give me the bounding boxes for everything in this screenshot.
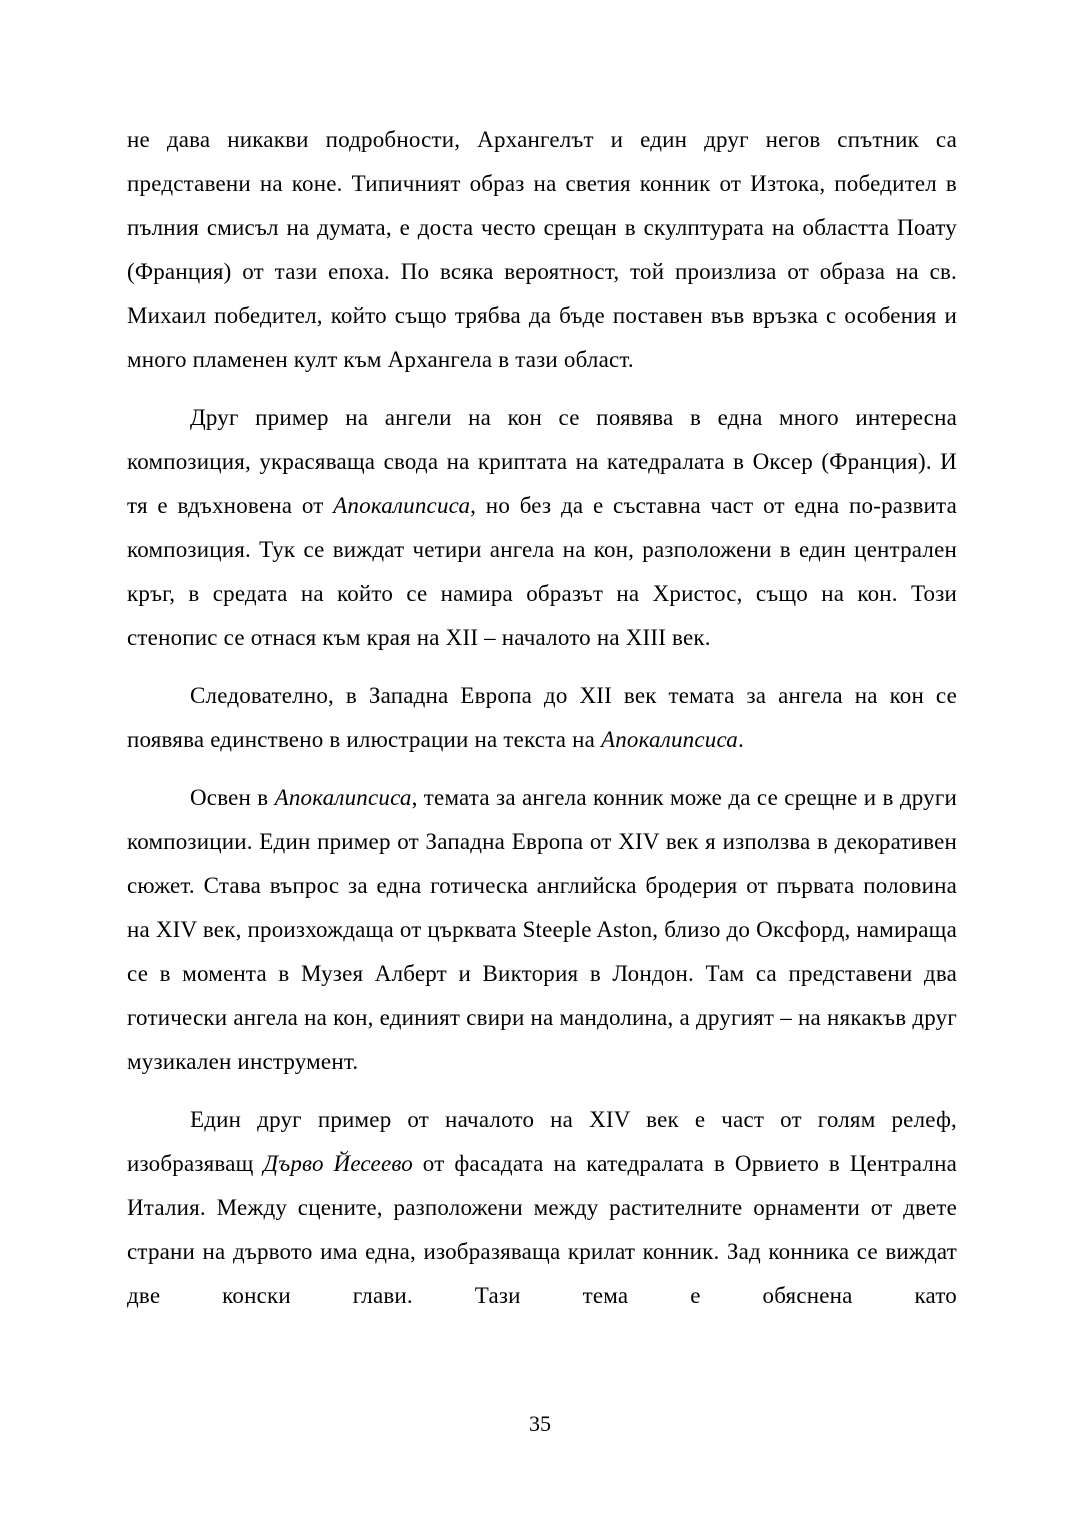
- text-run: от фасадата на катедралата в Орвието в Централна Италия. Между сцените, разположени между растителните орнаменти от двете страни на дървото има една, изобразяваща крилат конник. Зад конника се виждат две конски глави. Тази тема е обяснена като: [127, 1151, 957, 1308]
- paragraph: [127, 1098, 957, 1318]
- text-run: Един друг пример от началото на XIV век е част от голям релеф, изобразяващ: [127, 1107, 957, 1176]
- page-number: 35: [529, 1411, 551, 1436]
- italic-text-run: Апокалипсиса: [333, 493, 471, 518]
- paragraph: [127, 674, 957, 762]
- text-column: [127, 118, 957, 1318]
- text-run: Друг пример на ангели на кон се появява в една много интересна композиция, украсяваща свода на криптата на катедралата в Оксер (Франция). И тя е вдъхновена от: [127, 405, 957, 518]
- paragraph: [127, 118, 957, 382]
- italic-text-run: Апокалипсиса: [600, 727, 738, 752]
- text-run: , но без да е съставна част от една по-развита композиция. Тук се виждат четири ангела на кон, разположени в един централен кръг, в средата на който се намира образът на Христос, също на кон. Този стенопис се отнася към края на XII – началото на XIII век.: [127, 493, 957, 650]
- paragraph: [127, 396, 957, 660]
- paragraph: [127, 776, 957, 1084]
- italic-text-run: Апокалипсиса: [274, 785, 412, 810]
- text-run: Следователно, в Западна Европа до XII век темата за ангела на кон се появява единствено в илюстрации на текста на: [127, 683, 957, 752]
- text-run: , темата за ангела конник може да се срещне и в други композиции. Един пример от Западна Европа от XIV век я използва в декоративен сюжет. Става въпрос за една готическа английска бродерия от първата половина на XIV век, произхождаща от църквата Steeple Aston, близо до Оксфорд, намираща се в момента в Музея Алберт и Виктория в Лондон. Там са представени два готически ангела на кон, единият свири на мандолина, а другият – на някакъв друг музикален инструмент.: [127, 785, 957, 1074]
- italic-text-run: Дърво Йесеево: [263, 1151, 413, 1176]
- text-run: не дава никакви подробности, Архангелът и един друг негов спътник са представени на коне. Типичният образ на светия конник от Изтока, победител в пълния смисъл на думата, е доста често срещан в скулптурата на областта Поату (Франция) от тази епоха. По всяка вероятност, той произлиза от образа на св. Михаил победител, който също трябва да бъде поставен във връзка с особения и много пламенен култ към Архангела в тази област.: [127, 127, 957, 372]
- text-run: Освен в: [190, 785, 275, 810]
- text-run: .: [737, 727, 744, 752]
